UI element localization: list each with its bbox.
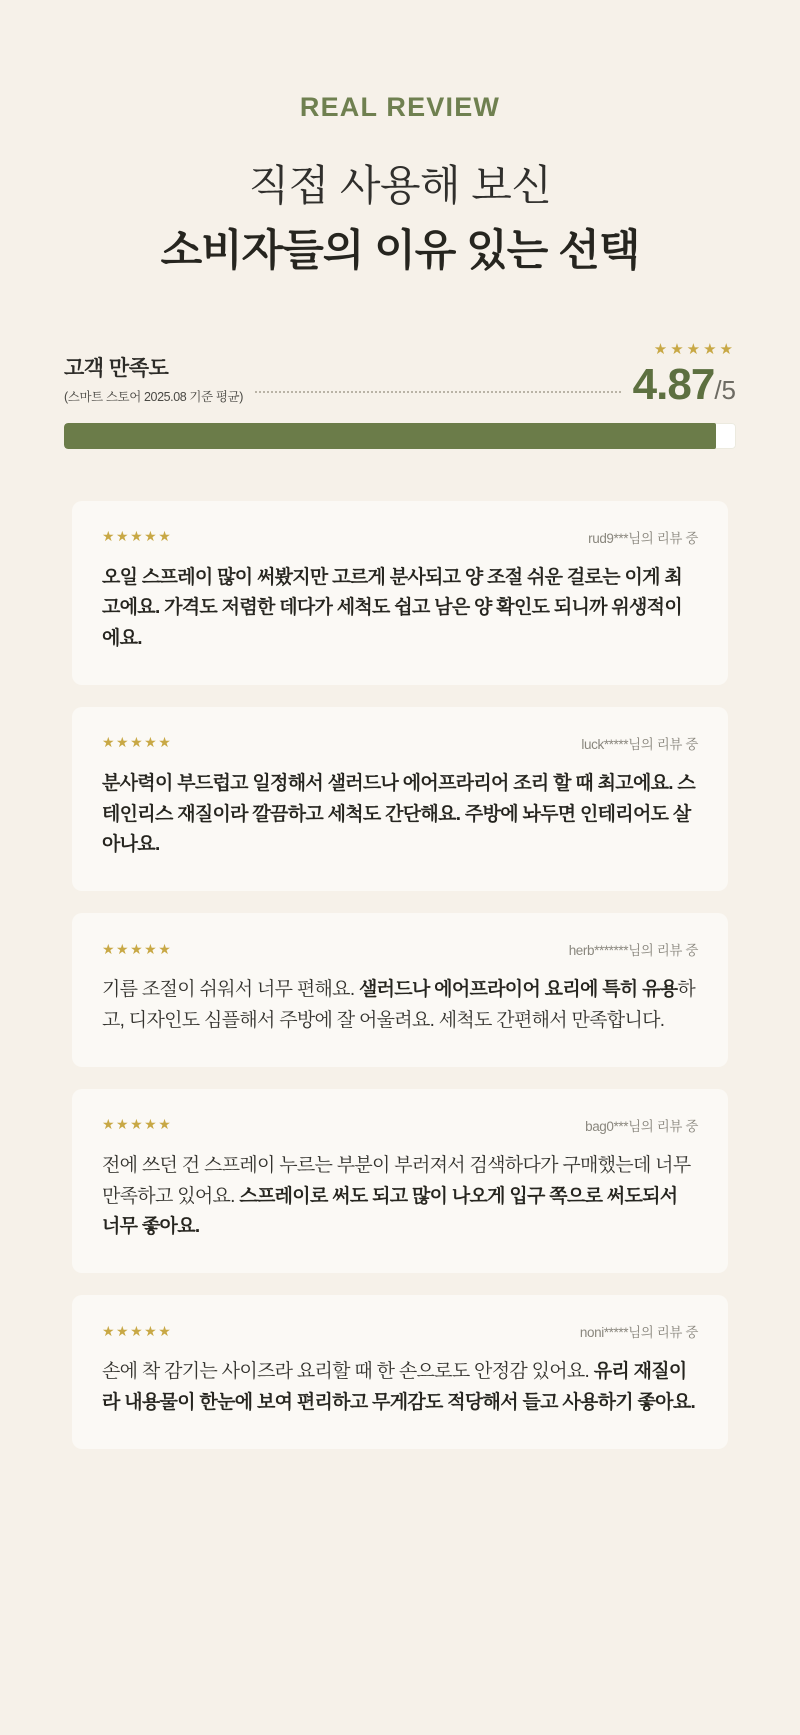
review-card — [72, 1089, 728, 1273]
review-author: luck*****님의 리뷰 중 — [581, 736, 698, 752]
review-list — [72, 501, 728, 1449]
review-text — [102, 1151, 698, 1243]
satisfaction-row — [64, 342, 736, 407]
review-author: noni*****님의 리뷰 중 — [579, 1325, 698, 1341]
review-card-header — [102, 527, 698, 547]
headline-line-1: 직접 사용해 보신 — [248, 162, 552, 209]
star-rating-icon: ★★★★★ — [653, 340, 736, 358]
star-rating-icon: ★★★★★ — [102, 940, 173, 957]
review-text — [102, 769, 698, 861]
review-card-header — [102, 733, 698, 753]
review-card — [72, 913, 728, 1067]
star-rating-icon: ★★★★★ — [102, 1116, 173, 1133]
review-text-segment: 분사력이 부드럽고 일정해서 샐러드나 에어프라리어 조리 할 때 최고에요. 스테인리스 재질이라 깔끔하고 세척도 간단해요. 주방에 놔두면 인테리어도 살아나요. — [102, 772, 696, 856]
review-text-segment: 손에 착 감기는 사이즈라 요리할 때 한 손으로도 안정감 있어요. — [102, 1361, 594, 1383]
satisfaction-title: 고객 만족도 — [64, 356, 169, 380]
review-card — [72, 501, 728, 685]
review-text-segment: 오일 스프레이 많이 써봤지만 고르게 분사되고 양 조절 쉬운 걸로는 이게 최고에요. 가격도 저렴한 데다가 세척도 쉽고 남은 양 확인도 되니까 위생적이에요. — [102, 566, 682, 650]
eyebrow-label: REAL REVIEW — [299, 92, 501, 122]
star-rating-icon: ★★★★★ — [102, 1322, 173, 1339]
page-title — [0, 159, 800, 280]
satisfaction-section — [64, 342, 736, 449]
satisfaction-progress-track — [64, 423, 736, 449]
review-text-segment: 스프레이로 써도 되고 많이 나오게 입구 쪽으로 써도되서 너무 좋아요. — [102, 1185, 678, 1238]
page-header — [0, 0, 800, 280]
star-rating-icon: ★★★★★ — [102, 734, 173, 751]
review-card-header — [102, 1321, 698, 1341]
satisfaction-score: 4.87 — [632, 359, 715, 409]
review-text-segment: 전에 쓰던 건 스프레이 누르는 부분이 부러져서 검색하다가 구매했는데 너무 만족하고 있어요. — [102, 1154, 691, 1207]
review-text-segment: 유리 재질이라 내용물이 한눈에 보여 편리하고 무게감도 적당해서 들고 사용하기 좋아요. — [102, 1361, 696, 1413]
review-card — [72, 1295, 728, 1449]
satisfaction-subtitle: (스마트 스토어 2025.08 기준 평균) — [64, 389, 243, 404]
satisfaction-progress-fill — [64, 423, 716, 449]
review-text-segment: 샐러드나 에어프라이어 요리에 특히 유용 — [358, 979, 678, 1001]
headline-line-2: 소비자들의 이유 있는 선택 — [160, 226, 640, 275]
dotted-divider — [255, 391, 621, 393]
review-text-segment: 하고, 디자인도 심플해서 주방에 잘 어울려요. 세척도 간편해서 만족합니다. — [102, 979, 696, 1031]
review-card-header — [102, 1115, 698, 1135]
star-rating-icon: ★★★★★ — [102, 528, 173, 545]
review-text — [102, 563, 698, 655]
review-author: bag0***님의 리뷰 중 — [585, 1118, 698, 1134]
satisfaction-score-group — [633, 342, 736, 407]
satisfaction-label-group — [64, 352, 243, 407]
review-author: herb*******님의 리뷰 중 — [568, 943, 698, 959]
satisfaction-max: /5 — [714, 374, 736, 405]
review-card — [72, 707, 728, 891]
review-text — [102, 975, 698, 1037]
review-text-segment: 기름 조절이 쉬워서 너무 편해요. — [102, 979, 359, 1001]
review-text — [102, 1357, 698, 1419]
review-card-header — [102, 939, 698, 959]
review-author: rud9***님의 리뷰 중 — [588, 530, 698, 546]
